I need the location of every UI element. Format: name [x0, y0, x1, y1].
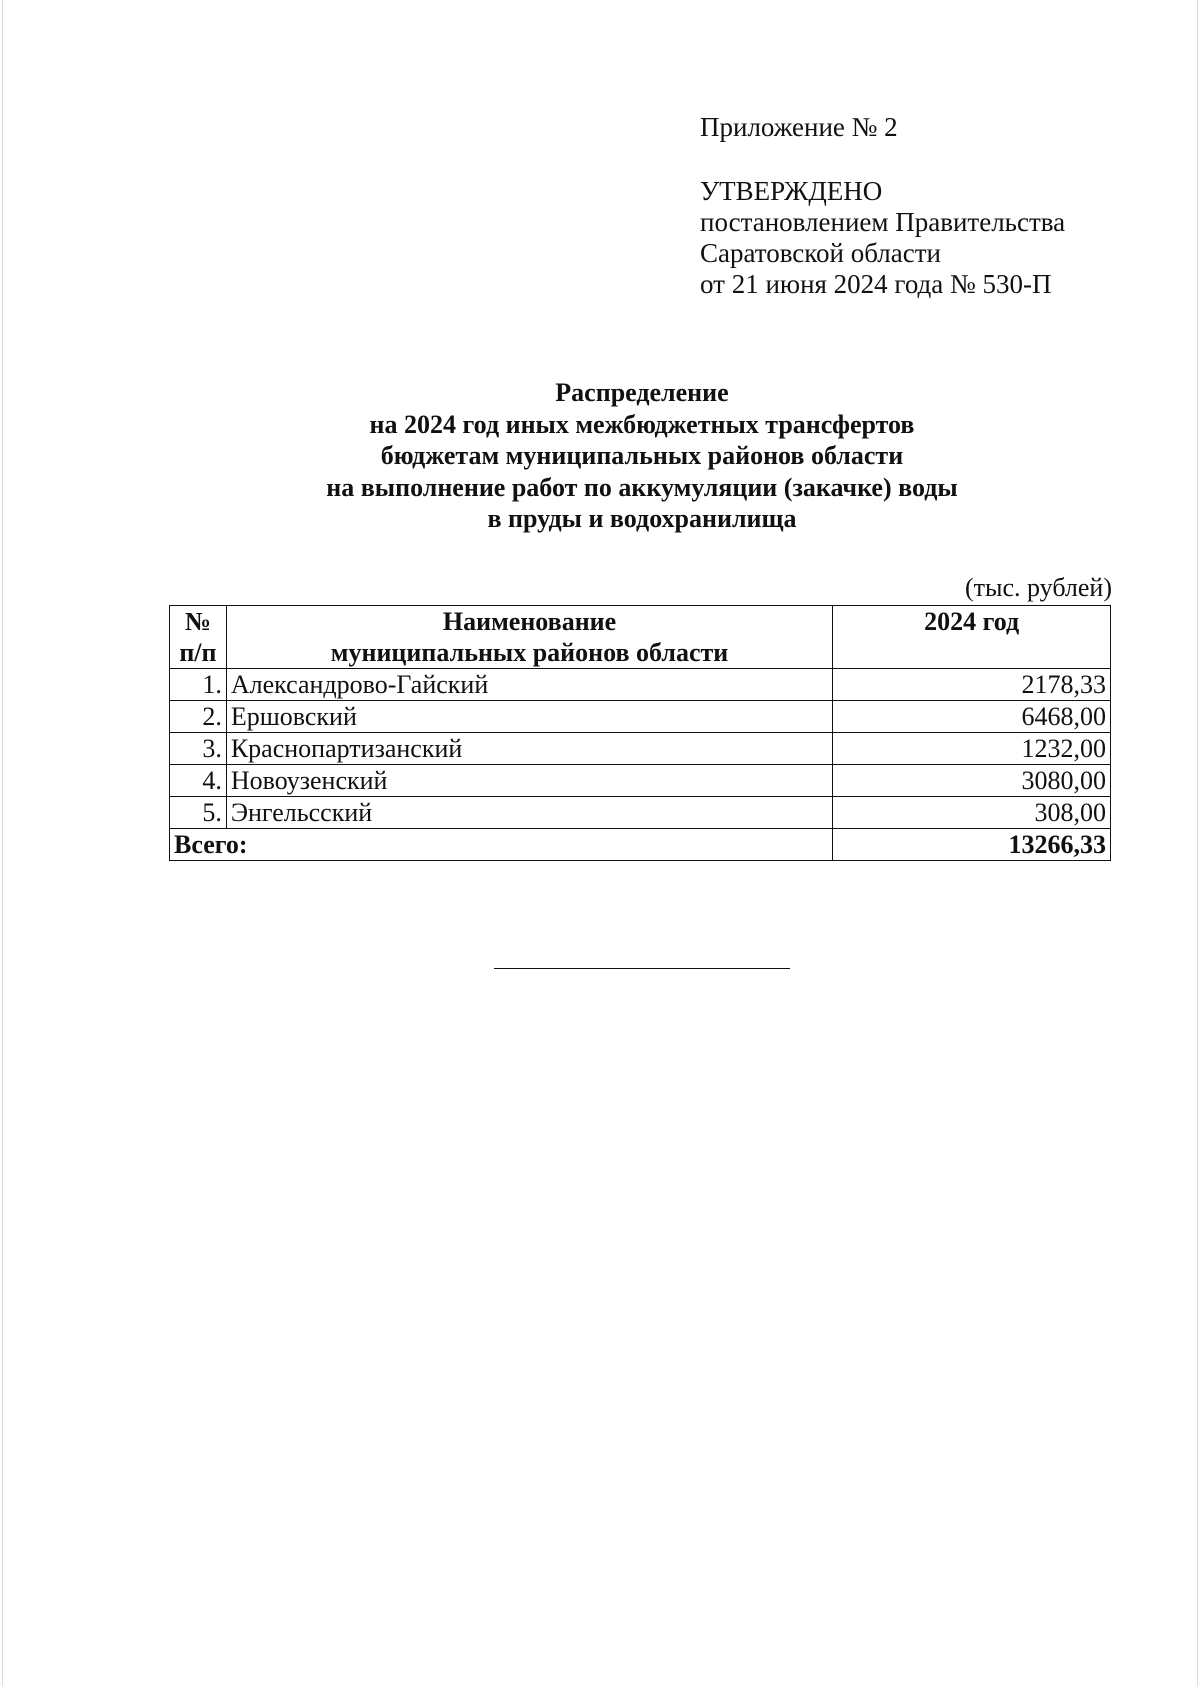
row-number: 2.: [170, 701, 227, 733]
table-row: [170, 765, 1111, 797]
amount-value: 3080,00: [833, 765, 1111, 797]
approved-stamp-text: УТВЕРЖДЕНО: [700, 176, 883, 206]
header-name-line-2: муниципальных районов области: [330, 638, 729, 667]
title-line-2: на 2024 год иных межбюджетных трансфертов: [369, 409, 915, 439]
district-name: Александрово-Гайский: [226, 669, 832, 701]
total-value: 13266,33: [833, 829, 1111, 861]
document-title: [120, 377, 1164, 535]
table-header-row: [170, 606, 1111, 669]
approval-line-2: Саратовской области: [700, 238, 941, 268]
table-row: [170, 669, 1111, 701]
table-row: [170, 733, 1111, 765]
units-note: (тыс. рублей): [964, 573, 1112, 602]
total-label: Всего:: [170, 829, 833, 861]
row-number: 1.: [170, 669, 227, 701]
amount-value: 2178,33: [833, 669, 1111, 701]
page-edge-left: [2, 0, 3, 1686]
header-name: [226, 606, 832, 669]
header-year: [833, 606, 1111, 669]
title-line-4: на выполнение работ по аккумуляции (закачке) воды: [326, 472, 958, 502]
title-line-5: в пруды и водохранилища: [487, 504, 797, 533]
appendix-number: Приложение № 2: [700, 112, 898, 142]
table-row: [170, 797, 1111, 829]
header-year-label: 2024 год: [924, 607, 1020, 636]
end-of-document-rule: [494, 968, 790, 969]
table-row: [170, 701, 1111, 733]
header-number-line-1: №: [184, 607, 211, 636]
header-number: [170, 606, 227, 669]
row-number: 3.: [170, 733, 227, 765]
district-name: Ершовский: [226, 701, 832, 733]
page-edge-right: [1197, 0, 1198, 1686]
amount-value: 6468,00: [833, 701, 1111, 733]
amount-value: 1232,00: [833, 733, 1111, 765]
district-name: Новоузенский: [226, 765, 832, 797]
approval-line-3: от 21 июня 2024 года № 530-П: [700, 269, 1052, 299]
total-row: [170, 829, 1111, 861]
title-line-3: бюджетам муниципальных районов области: [380, 441, 904, 470]
appendix-approval-block: [700, 112, 1160, 300]
header-number-line-2: п/п: [179, 638, 217, 667]
header-name-line-1: Наименование: [442, 607, 617, 636]
district-name: Краснопартизанский: [226, 733, 832, 765]
approval-line-1: постановлением Правительства: [700, 207, 1066, 237]
amount-value: 308,00: [833, 797, 1111, 829]
district-name: Энгельсский: [226, 797, 832, 829]
title-line-1: Распределение: [555, 378, 729, 407]
distribution-table: [169, 605, 1111, 861]
row-number: 4.: [170, 765, 227, 797]
row-number: 5.: [170, 797, 227, 829]
